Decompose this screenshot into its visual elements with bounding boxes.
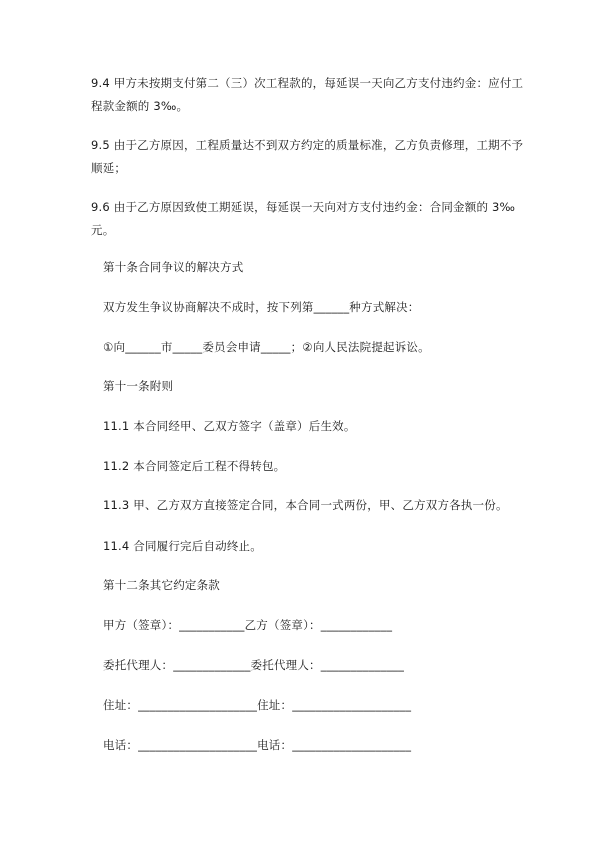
dispute-resolution-text: 双方发生争议协商解决不成时，按下列第______种方式解决： bbox=[103, 300, 420, 314]
article-10-heading: 第十条合同争议的解决方式 bbox=[103, 260, 244, 274]
agent-line: 委托代理人：_____________委托代理人：______________ bbox=[103, 658, 405, 672]
clause-11-4: 11.4 合同履行完后自动终止。 bbox=[103, 539, 262, 553]
signature-line: 甲方（签章）：___________乙方（签章）：____________ bbox=[103, 618, 393, 632]
clause-9-5: 9.5 由于乙方原因，工程质量达不到双方约定的质量标准，乙方负责修理，工期不予顺延； bbox=[91, 138, 524, 175]
address-line: 住址：____________________住址：____________________ bbox=[103, 698, 412, 712]
article-11-heading: 第十一条附则 bbox=[103, 379, 174, 393]
clause-9-6: 9.6 由于乙方原因致使工期延误，每延误一天向对方支付违约金：合同金额的 3‰元。 bbox=[91, 200, 516, 237]
clause-11-1: 11.1 本合同经甲、乙双方签字（盖章）后生效。 bbox=[103, 419, 356, 433]
article-12-heading: 第十二条其它约定条款 bbox=[103, 578, 220, 592]
clause-11-2: 11.2 本合同签定后工程不得转包。 bbox=[103, 459, 286, 473]
clause-9-4: 9.4 甲方未按期支付第二（三）次工程款的，每延误一天向乙方支付违约金：应付工程款金额的 3‰。 bbox=[91, 76, 524, 113]
phone-line: 电话：____________________电话：____________________ bbox=[103, 738, 412, 752]
dispute-options: ①向______市_____委员会申请_____；②向人民法院提起诉讼。 bbox=[103, 340, 430, 354]
clause-11-3: 11.3 甲、乙方双方直接签定合同，本合同一式两份，甲、乙方双方各执一份。 bbox=[103, 498, 508, 512]
